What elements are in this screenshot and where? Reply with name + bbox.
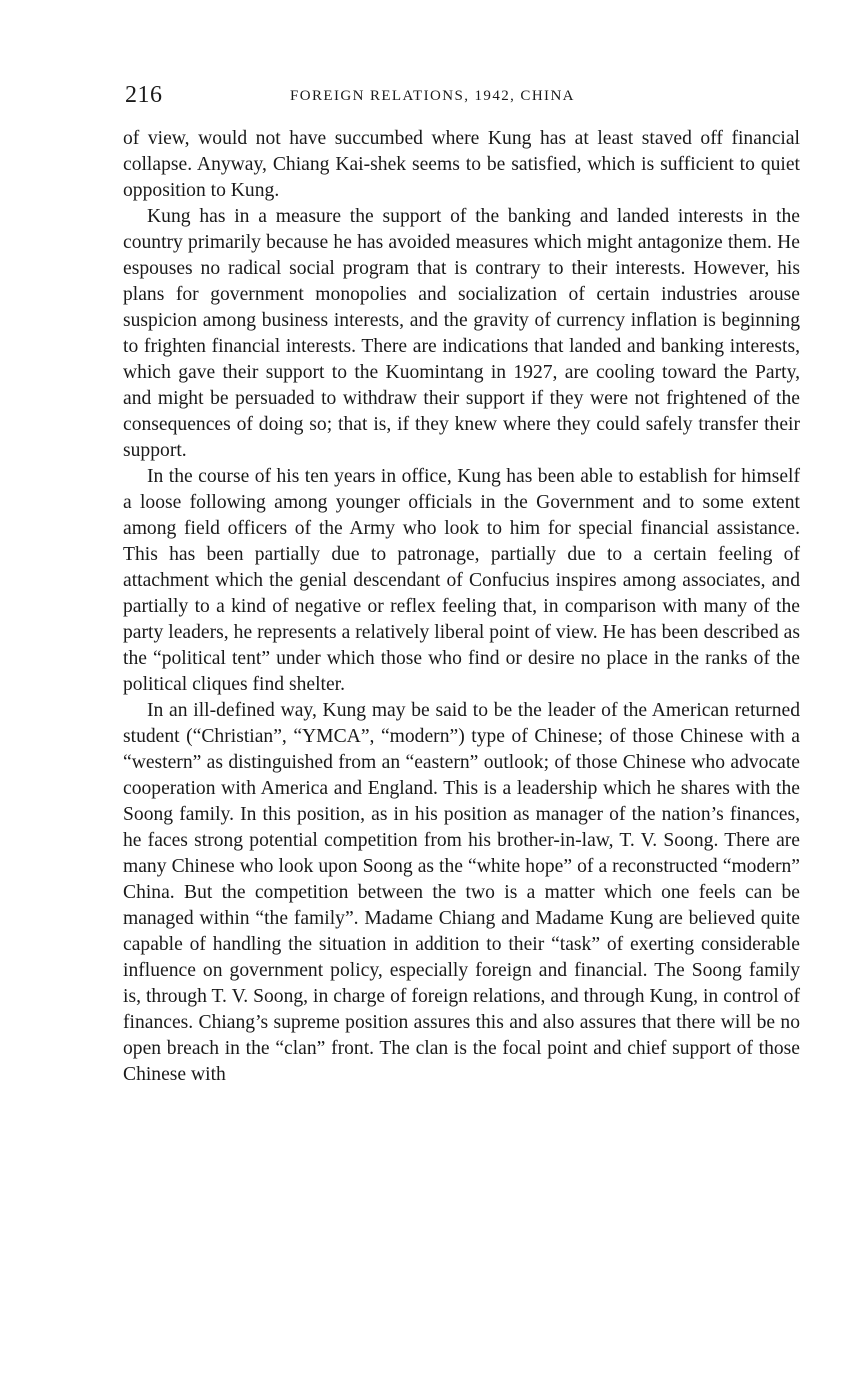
page-number: 216 [125,82,163,108]
paragraph-banking-support: Kung has in a measure the support of the banking and landed interests in the country primarily because he has avoided measures which might antagonize them. He espouses no radical social program that is contrary to their interests. However, his plans for government monopolies and socialization of certain industries arouse suspicion among business interests, and the gravity of currency inflation is beginning to frighten financial interests. There are indications that landed and banking interests, which gave their support to the Kuomintang in 1927, are cooling toward the Party, and might be persuaded to withdraw their support if they were not frightened of the consequences of doing so; that is, if they knew where they could safely transfer their support. [123,206,800,461]
document-page [123,82,800,1088]
paragraph-continued: of view, would not have succumbed where Kung has at least staved off financial collapse. Anyway, Chiang Kai-shek seems to be satisfied, which is sufficient to quiet opposition to Kung. [123,128,800,201]
paragraph-leadership: In an ill-defined way, Kung may be said to be the leader of the American returned student (“Christian”, “YMCA”, “modern”) type of Chinese; of those Chinese with a “western” as distinguished from an “eastern” outlook; of those Chinese who advocate cooperation with America and England. This is a leadership which he shares with the Soong family. In this position, as in his position as manager of the nation’s finances, he faces strong potential competition from his brother-in-law, T. V. Soong. There are many Chinese who look upon Soong as the “white hope” of a reconstructed “modern” China. But the competition between the two is a matter which one feels can be managed within “the family”. Madame Chiang and Madame Kung are believed quite capable of handling the situation in addition to their “task” of exerting considerable influence on government policy, especially foreign and financial. The Soong family is, through T. V. Soong, in charge of foreign relations, and through Kung, in control of finances. Chiang’s supreme position assures this and also assures that there will be no open breach in the “clan” front. The clan is the focal point and chief support of those Chinese with [123,700,800,1085]
running-title: FOREIGN RELATIONS, 1942, CHINA [290,88,575,104]
body-text [123,126,800,1088]
running-head [123,82,800,116]
paragraph-following: In the course of his ten years in office, Kung has been able to establish for himself a loose following among younger officials in the Government and to some extent among field officers of the Army who look to him for special financial assistance. This has been partially due to patronage, partially due to a certain feeling of attachment which the genial descendant of Confucius inspires among associates, and partially to a kind of negative or reflex feeling that, in comparison with many of the party leaders, he represents a relatively liberal point of view. He has been described as the “political tent” under which those who find or desire no place in the ranks of the political cliques find shelter. [123,466,800,695]
